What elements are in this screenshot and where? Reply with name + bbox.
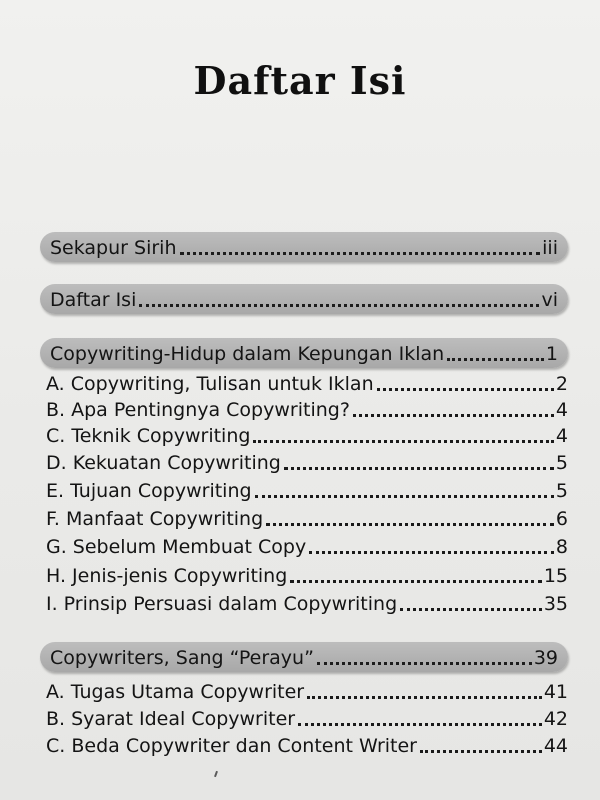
toc-section-page: 15 <box>543 565 568 587</box>
toc-section-entry[interactable] <box>46 735 568 757</box>
dot-leader <box>420 750 542 753</box>
toc-section-page: 4 <box>555 425 568 447</box>
toc-section-entry[interactable] <box>46 508 568 530</box>
toc-chapter-bar <box>40 284 568 314</box>
toc-section-label: I. Prinsip Persuasi dalam Copywriting <box>46 593 398 615</box>
toc-section-label: C. Teknik Copywriting <box>46 425 251 447</box>
toc-section-label: A. Tugas Utama Copywriter <box>46 681 305 703</box>
dot-leader <box>253 440 553 443</box>
toc-section-entry[interactable] <box>46 452 568 474</box>
toc-section-entry[interactable] <box>46 536 568 558</box>
toc-section-entry[interactable] <box>46 708 568 730</box>
toc-section-label: H. Jenis-jenis Copywriting <box>46 565 288 587</box>
toc-chapter-entry[interactable] <box>50 237 558 259</box>
toc-chapter-page: iii <box>542 237 558 259</box>
dot-leader <box>317 662 532 665</box>
toc-section-page: 5 <box>555 452 568 474</box>
toc-section-page: 35 <box>543 593 568 615</box>
toc-section-page: 2 <box>555 373 568 395</box>
toc-chapter-page: vi <box>541 289 558 311</box>
dot-leader <box>180 252 541 255</box>
toc-section-label: E. Tujuan Copywriting <box>46 480 252 502</box>
toc-section-entry[interactable] <box>46 399 568 421</box>
toc-section-page: 42 <box>543 708 568 730</box>
toc-section-page: 44 <box>543 735 568 757</box>
toc-section-entry[interactable] <box>46 565 568 587</box>
toc-chapter-bar <box>40 642 568 672</box>
toc-section-page: 4 <box>555 399 568 421</box>
dot-leader <box>290 580 542 583</box>
toc-section-label: B. Apa Pentingnya Copywriting? <box>46 399 350 421</box>
toc-section-page: 41 <box>543 681 568 703</box>
toc-section-entry[interactable] <box>46 593 568 615</box>
toc-section-page: 6 <box>555 508 568 530</box>
toc-chapter-label: Copywriting-Hidup dalam Kepungan Iklan <box>50 343 445 365</box>
toc-section-entry[interactable] <box>46 425 568 447</box>
dot-leader <box>377 388 554 391</box>
dot-leader <box>284 467 554 470</box>
page-title: Daftar Isi <box>193 58 407 103</box>
dot-leader <box>298 723 542 726</box>
toc-section-entry[interactable] <box>46 373 568 395</box>
scan-speck <box>214 771 218 777</box>
toc-section-label: D. Kekuatan Copywriting <box>46 452 281 474</box>
toc-chapter-bar <box>40 232 568 262</box>
toc-section-label: A. Copywriting, Tulisan untuk Iklan <box>46 373 374 395</box>
toc-chapter-entry[interactable] <box>50 343 558 365</box>
toc-chapter-entry[interactable] <box>50 647 558 669</box>
dot-leader <box>307 696 542 699</box>
dot-leader <box>400 608 542 611</box>
toc-section-entry[interactable] <box>46 681 568 703</box>
toc-section-page: 5 <box>555 480 568 502</box>
toc-chapter-page: 1 <box>545 343 558 365</box>
toc-chapter-entry[interactable] <box>50 289 558 311</box>
dot-leader <box>309 551 554 554</box>
toc-chapter-label: Daftar Isi <box>50 289 137 311</box>
toc-chapter-label: Copywriters, Sang “Perayu” <box>50 647 314 669</box>
toc-section-label: F. Manfaat Copywriting <box>46 508 264 530</box>
dot-leader <box>353 414 554 417</box>
dot-leader <box>255 495 554 498</box>
toc-section-label: G. Sebelum Membuat Copy <box>46 536 307 558</box>
toc-section-entry[interactable] <box>46 480 568 502</box>
toc-chapter-page: 39 <box>533 647 558 669</box>
dot-leader <box>139 304 539 307</box>
dot-leader <box>266 523 554 526</box>
dot-leader <box>447 358 544 361</box>
toc-chapter-label: Sekapur Sirih <box>50 237 177 259</box>
toc-section-page: 8 <box>555 536 568 558</box>
toc-section-label: B. Syarat Ideal Copywriter <box>46 708 296 730</box>
toc-chapter-bar <box>40 338 568 368</box>
toc-section-label: C. Beda Copywriter dan Content Writer <box>46 735 417 757</box>
